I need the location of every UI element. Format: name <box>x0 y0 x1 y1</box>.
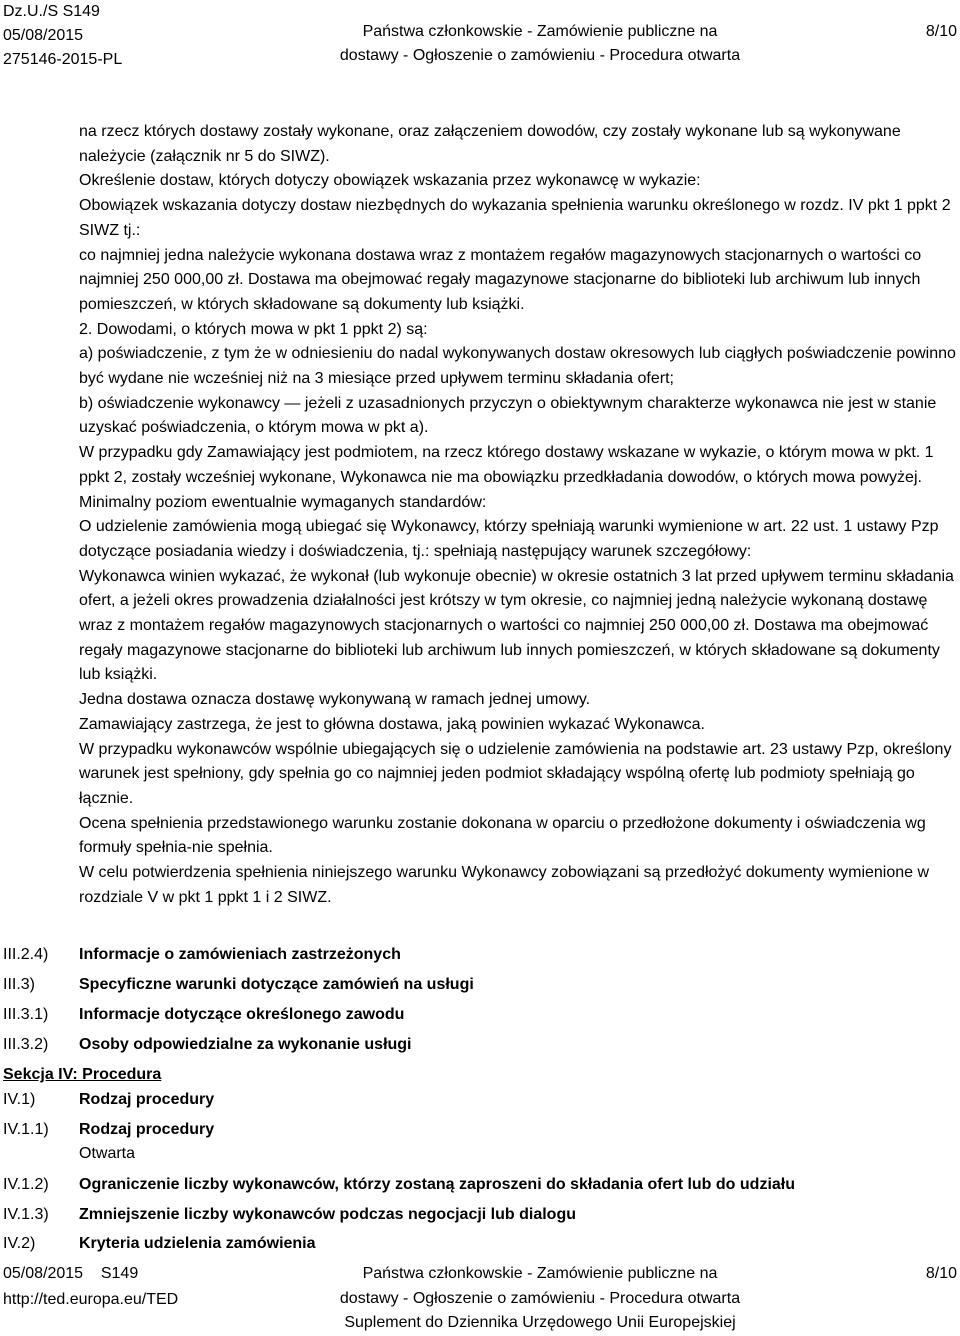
paragraph: W przypadku gdy Zamawiający jest podmiotem, na rzecz którego dostawy wskazane w wykazie, o którym mowa w pkt. 1 ppkt 2, zostały wcześniej wykonane, Wykonawca nie ma obowiązku przedkładania dowodów, o których mowa powyżej. <box>79 444 934 486</box>
section-title: Specyficzne warunki dotyczące zamówień na usługi <box>79 976 474 993</box>
section-title: Informacje dotyczące określonego zawodu <box>79 1006 405 1023</box>
page-header <box>0 0 960 72</box>
footer-date-issue <box>3 1262 138 1286</box>
section-row <box>0 1172 960 1198</box>
paragraph: Obowiązek wskazania dotyczy dostaw niezbędnych do wykazania spełnienia warunku określonego w rozdz. IV pkt 1 ppkt 2 SIWZ tj.: <box>79 197 951 239</box>
section-iv-heading: Sekcja IV: Procedura <box>3 1066 162 1083</box>
paragraph: W przypadku wykonawców wspólnie ubiegających się o udzielenie zamówienia na podstawie art. 23 ustawy Pzp, określony warunek jest spełniony, gdy spełnia go co najmniej jeden podmiot składający wspólną ofertę lub podmioty spełniają go łącznie. <box>79 740 952 807</box>
paragraph: b) oświadczenie wykonawcy — jeżeli z uzasadnionych przyczyn o obiektywnym charakterze wykonawca nie jest w stanie uzyskać poświadczenia, o którym mowa w pkt a). <box>79 394 937 437</box>
paragraph: Jedna dostawa oznacza dostawę wykonywaną w ramach jednej umowy. <box>79 691 591 709</box>
page-footer <box>0 1262 960 1334</box>
header-title-line-2: dostawy - Ogłoszenie o zamówieniu - Procedura otwarta <box>339 47 741 64</box>
section-number: IV.1.3) <box>3 1206 49 1223</box>
footer-title-line-1: Państwa członkowskie - Zamówienie publiczne na <box>362 1265 718 1282</box>
paragraph: W celu potwierdzenia spełnienia niniejszego warunku Wykonawcy zobowiązani są przedłożyć dokumenty wymienione w rozdziale V w pkt 1 ppkt 1 i 2 SIWZ. <box>79 864 930 906</box>
section-number: IV.1.2) <box>3 1176 49 1193</box>
section-number: IV.1.1) <box>3 1121 49 1138</box>
paragraph: co najmniej jedna należycie wykonana dostawa wraz z montażem regałów magazynowych stacjonarnych o wartości co najmniej 250 000,00 zł. Dostawa ma obejmować regały magazynowe stacjonarne do biblioteki lub archiwum lub innych pomieszczeń, w których składowane są dokumenty lub książki. <box>79 246 922 313</box>
section-number: III.3) <box>3 976 36 993</box>
footer-page-number: 8/10 <box>925 1265 957 1282</box>
section-title: Informacje o zamówieniach zastrzeżonych <box>79 946 401 963</box>
section-title: Rodzaj procedury <box>79 1091 215 1108</box>
section-row <box>0 1117 960 1143</box>
paragraph: Określenie dostaw, których dotyczy obowiązek wskazania przez wykonawcę w wykazie: <box>79 172 701 190</box>
footer-issue: S149 <box>100 1265 139 1282</box>
paragraph: O udzielenie zamówienia mogą ubiegać się Wykonawcy, którzy spełniają warunki wymienione w art. 22 ust. 1 ustawy Pzp dotyczące posiadania wiedzy i doświadczenia, tj.: spełniają następujący warunek szczegółowy: <box>79 518 939 560</box>
section-title: Kryteria udzielenia zamówienia <box>79 1235 316 1252</box>
notice-id: 275146-2015-PL <box>3 51 123 68</box>
paragraph: na rzecz których dostawy zostały wykonane, oraz załączeniem dowodów, czy zostały wykonane lub są wykonywane należycie (załącznik nr 5 do SIWZ). <box>79 123 901 165</box>
footer-date: 05/08/2015 <box>3 1265 84 1282</box>
section-row <box>0 1002 960 1028</box>
section-number: III.3.2) <box>3 1036 49 1053</box>
section-title: Osoby odpowiedzialne za wykonanie usługi <box>79 1036 412 1053</box>
header-title-line-1: Państwa członkowskie - Zamówienie publiczne na <box>362 23 718 40</box>
paragraph: 2. Dowodami, o których mowa w pkt 1 ppkt 2) są: <box>79 320 428 338</box>
section-number: IV.1) <box>3 1091 36 1108</box>
footer-title <box>300 1262 780 1336</box>
footer-title-line-3: Suplement do Dziennika Urzędowego Unii Europejskiej <box>344 1314 736 1331</box>
paragraph: a) poświadczenie, z tym że w odniesieniu do nadal wykonywanych dostaw okresowych lub ciągłych poświadczenie powinno być wydane nie wcześniej niż na 3 miesiące przed upływem terminu składania ofert; <box>79 345 956 388</box>
header-identifiers <box>3 0 122 72</box>
footer-title-line-2: dostawy - Ogłoszenie o zamówieniu - Procedura otwarta <box>339 1289 741 1307</box>
paragraph: Ocena spełnienia przedstawionego warunku zostanie dokonana w oparciu o przedłożone dokumenty i oświadczenia wg formuły spełnia-nie spełnia. <box>79 814 926 857</box>
section-row <box>0 1087 960 1113</box>
section-row <box>0 1202 960 1228</box>
section-row <box>0 1032 960 1058</box>
section-number: IV.2) <box>3 1235 36 1252</box>
section-title: Zmniejszenie liczby wykonawców podczas negocjacji lub dialogu <box>79 1206 576 1223</box>
section-title: Rodzaj procedury <box>79 1121 215 1138</box>
footer-url: http://ted.europa.eu/TED <box>3 1291 179 1308</box>
section-number: III.2.4) <box>3 946 49 963</box>
paragraph: Minimalny poziom ewentualnie wymaganych standardów: <box>79 493 487 511</box>
section-row <box>0 942 960 968</box>
section-row <box>0 1231 960 1257</box>
paragraph: Wykonawca winien wykazać, że wykonał (lub wykonuje obecnie) w okresie ostatnich 3 lat przed upływem terminu składania ofert, a jeżeli okres prowadzenia działalności jest krótszy w tym okresie, co najmniej jedną należycie wykonaną dostawę wraz z montażem regałów magazynowych stacjonarnych o wartości co najmniej 250 000,00 zł. Dostawa ma obejmować regały magazynowe stacjonarne do biblioteki lub archiwum lub innych pomieszczeń, w których składowane są dokumenty lub książki. <box>79 567 954 684</box>
header-page-number: 8/10 <box>925 23 957 40</box>
journal-ref: Dz.U./S S149 <box>3 3 100 20</box>
header-title <box>300 20 780 68</box>
paragraph: Zamawiający zastrzega, że jest to główna dostawa, jaką powinien wykazać Wykonawca. <box>79 715 705 733</box>
section-title: Ograniczenie liczby wykonawców, którzy zostaną zaproszeni do składania ofert lub do udziału <box>79 1176 795 1193</box>
body-text <box>79 120 957 911</box>
section-row <box>0 972 960 998</box>
header-date: 05/08/2015 <box>3 27 84 44</box>
procedure-type-value: Otwarta <box>79 1145 136 1162</box>
section-number: III.3.1) <box>3 1006 49 1023</box>
